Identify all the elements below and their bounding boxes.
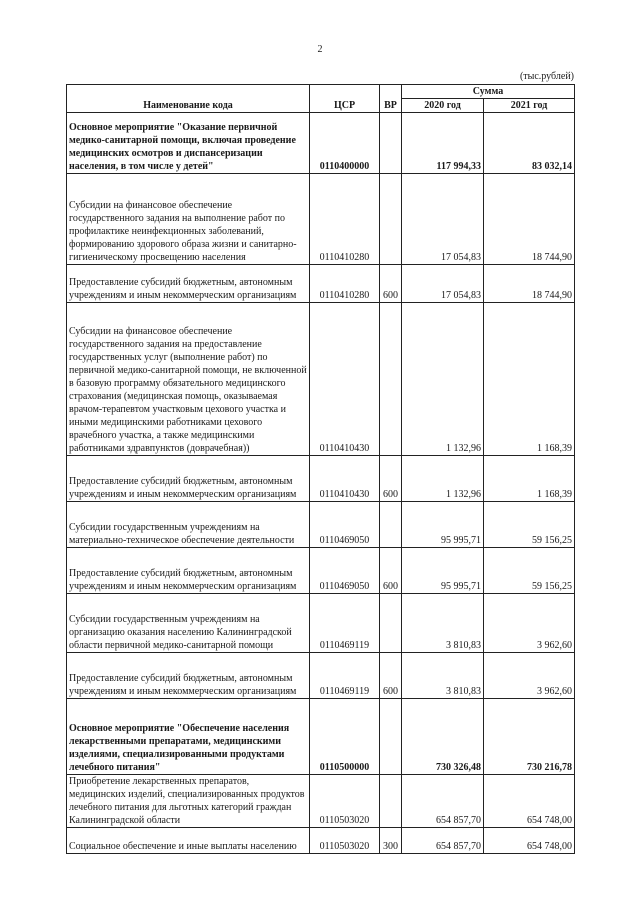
header-year-2021: 2021 год	[484, 99, 575, 113]
row-amount-2020: 117 994,33	[402, 113, 484, 174]
header-sum: Сумма	[402, 85, 575, 99]
row-csr: 0110410430	[310, 456, 380, 502]
row-csr: 0110469050	[310, 548, 380, 594]
header-name: Наименование кода	[67, 85, 310, 113]
row-name: Субсидии государственным учреждениям на организацию оказания населению Калининградской области первичной медико-санитарной помощи	[67, 594, 310, 653]
row-name: Субсидии на финансовое обеспечение государственного задания на выполнение работ по профилактике неинфекционных заболеваний, формированию здорового образа жизни и санитарно-гигиеническому просвещению населения	[67, 174, 310, 265]
row-amount-2020: 654 857,70	[402, 775, 484, 828]
row-csr: 0110469119	[310, 653, 380, 699]
table-row	[67, 456, 575, 502]
row-csr: 0110469050	[310, 502, 380, 548]
table-row	[67, 303, 575, 456]
row-vr: 600	[380, 456, 402, 502]
header-year-2020: 2020 год	[402, 99, 484, 113]
row-amount-2020: 654 857,70	[402, 828, 484, 854]
row-csr: 0110400000	[310, 113, 380, 174]
row-vr	[380, 775, 402, 828]
row-vr	[380, 699, 402, 775]
row-csr: 0110500000	[310, 699, 380, 775]
row-csr: 0110503020	[310, 775, 380, 828]
row-name: Приобретение лекарственных препаратов, медицинских изделий, специализированных продуктов лечебного питания для льготных категорий граждан Калининградской области	[67, 775, 310, 828]
page-number: 2	[317, 44, 323, 55]
row-amount-2020: 95 995,71	[402, 548, 484, 594]
row-csr: 0110410280	[310, 265, 380, 303]
row-amount-2021: 83 032,14	[484, 113, 575, 174]
row-csr: 0110410280	[310, 174, 380, 265]
row-amount-2020: 17 054,83	[402, 265, 484, 303]
row-name: Предоставление субсидий бюджетным, автономным учреждениям и иным некоммерческим организациям	[67, 456, 310, 502]
row-amount-2021: 3 962,60	[484, 653, 575, 699]
row-vr: 300	[380, 828, 402, 854]
row-amount-2021: 3 962,60	[484, 594, 575, 653]
header-csr: ЦСР	[310, 85, 380, 113]
header-vr: ВР	[380, 85, 402, 113]
table-row	[67, 548, 575, 594]
row-csr: 0110469119	[310, 594, 380, 653]
row-csr: 0110410430	[310, 303, 380, 456]
row-amount-2020: 1 132,96	[402, 303, 484, 456]
row-amount-2021: 59 156,25	[484, 502, 575, 548]
row-name: Предоставление субсидий бюджетным, автономным учреждениям и иным некоммерческим организациям	[67, 548, 310, 594]
table-row	[67, 775, 575, 828]
table-row	[67, 699, 575, 775]
row-vr	[380, 113, 402, 174]
row-amount-2020: 3 810,83	[402, 653, 484, 699]
table-row	[67, 502, 575, 548]
row-name: Социальное обеспечение и иные выплаты населению	[67, 828, 310, 854]
row-amount-2021: 1 168,39	[484, 456, 575, 502]
row-amount-2020: 17 054,83	[402, 174, 484, 265]
table-row	[67, 174, 575, 265]
row-name: Основное мероприятие "Оказание первичной медико-санитарной помощи, включая проведение медицинских осмотров и диспансеризации населения, в том числе у детей"	[67, 113, 310, 174]
units-label: (тыс.рублей)	[519, 71, 574, 82]
row-amount-2020: 95 995,71	[402, 502, 484, 548]
row-name: Предоставление субсидий бюджетным, автономным учреждениям и иным некоммерческим организациям	[67, 265, 310, 303]
row-name: Предоставление субсидий бюджетным, автономным учреждениям и иным некоммерческим организациям	[67, 653, 310, 699]
row-amount-2021: 654 748,00	[484, 775, 575, 828]
row-name: Основное мероприятие "Обеспечение населения лекарственными препаратами, медицинскими изделиями, специализированными продуктами лечебного питания"	[67, 699, 310, 775]
row-amount-2021: 18 744,90	[484, 265, 575, 303]
row-name: Субсидии государственным учреждениям на материально-техническое обеспечение деятельности	[67, 502, 310, 548]
table-row	[67, 653, 575, 699]
row-vr	[380, 594, 402, 653]
row-amount-2021: 1 168,39	[484, 303, 575, 456]
row-amount-2020: 3 810,83	[402, 594, 484, 653]
table-row	[67, 113, 575, 174]
row-amount-2021: 730 216,78	[484, 699, 575, 775]
row-amount-2020: 730 326,48	[402, 699, 484, 775]
row-amount-2021: 654 748,00	[484, 828, 575, 854]
row-amount-2021: 18 744,90	[484, 174, 575, 265]
budget-table	[66, 84, 575, 854]
row-vr: 600	[380, 653, 402, 699]
row-amount-2020: 1 132,96	[402, 456, 484, 502]
row-vr: 600	[380, 548, 402, 594]
table-row	[67, 828, 575, 854]
row-name: Субсидии на финансовое обеспечение государственного задания на предоставление государственных услуг (выполнение работ) по первичной медико-санитарной помощи, не включенной в базовую программу обязательного медицинского страхования (медицинская помощь, оказываемая врачом-терапевтом участковым цехового участка и иными медицинскими работниками цехового врачебного участка, а также медицинскими работниками здравпунктов (доврачебная))	[67, 303, 310, 456]
row-amount-2021: 59 156,25	[484, 548, 575, 594]
row-vr	[380, 502, 402, 548]
row-vr: 600	[380, 265, 402, 303]
row-csr: 0110503020	[310, 828, 380, 854]
table-row	[67, 594, 575, 653]
row-vr	[380, 174, 402, 265]
row-vr	[380, 303, 402, 456]
table-row	[67, 265, 575, 303]
